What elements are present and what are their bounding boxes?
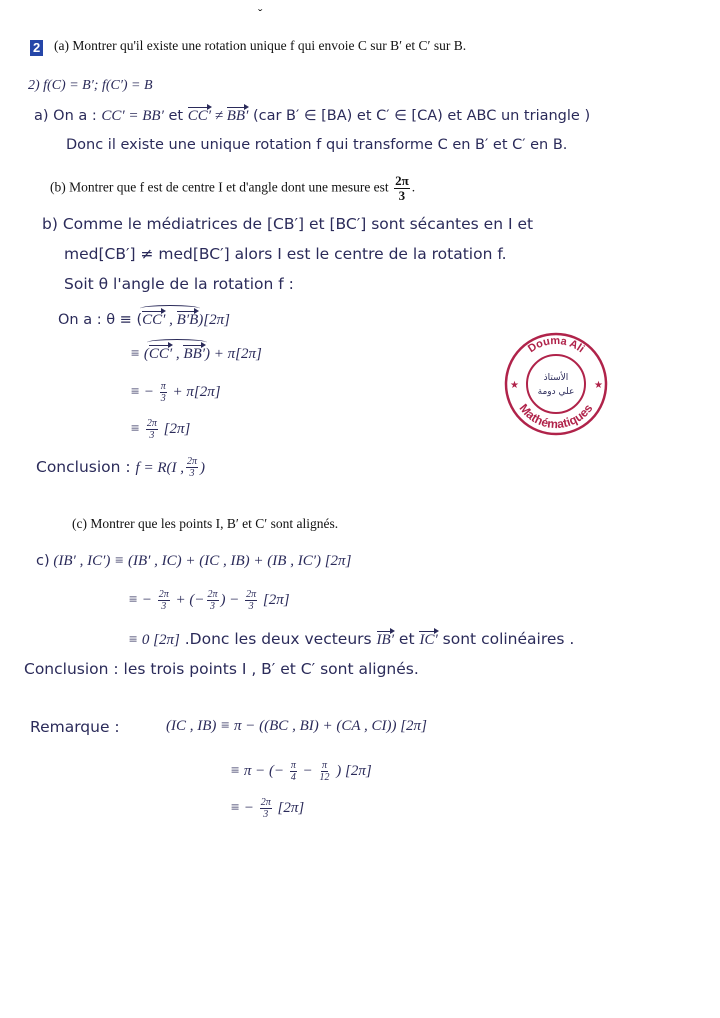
frac-den: 3 [160, 393, 166, 404]
comma: , [172, 346, 184, 362]
eq2-prefix: ≡ ( [130, 346, 149, 362]
eq2-suffix: [2π] [262, 591, 290, 608]
part-a-line2-suffix: (car B′ ∈ [BA) et C′ ∈ [CA) et ABC un triangle ) [248, 108, 591, 124]
eq1-expression: (IB′ , IC′) ≡ (IB′ , IC) + (IC , IB) + (IB , IC′) [2π] [53, 553, 352, 569]
part-b-eq4 [130, 418, 190, 441]
frac-num: 2π [158, 589, 169, 600]
frac-num: π [160, 381, 166, 392]
part-a-line2-prefix: a) On a : [34, 108, 102, 124]
vector-ic-prime: IC′ [419, 632, 438, 648]
question-c: (c) Montrer que les points I, B′ et C′ sont alignés. [72, 516, 339, 531]
frac-den: 3 [161, 601, 167, 612]
stamp-arabic-line2: علي دومة [537, 387, 575, 397]
eq2-fraction-a [158, 589, 170, 612]
part-c-conclusion: Conclusion : les trois points I , B′ et C′ sont alignés. [24, 660, 419, 678]
vector-ib-prime: IB′ [376, 632, 394, 648]
frac-den: 3 [149, 430, 155, 441]
eq3-fraction [160, 381, 167, 404]
part-a-line2-math: CC′ = BB′ [101, 108, 164, 124]
frac-den: 3 [210, 601, 216, 612]
question-b-prefix: (b) Montrer que f est de centre I et d'angle dont une mesure est [50, 179, 389, 195]
stamp-arabic-line1: الأستاذ [543, 373, 569, 383]
remark-eq2-mid: − [302, 762, 313, 779]
conclusion-suffix: ) [200, 460, 206, 476]
eq2-prefix: ≡ − [128, 591, 152, 608]
remark-eq2-fraction-a [290, 760, 297, 783]
conclusion-fraction [186, 456, 198, 479]
part-c-eq1 [36, 553, 351, 570]
comma: , [165, 312, 177, 328]
exercise-number-badge [30, 37, 43, 56]
frac-den: 12 [319, 772, 330, 783]
part-b-eq1 [58, 312, 230, 329]
conclusion-label: Conclusion : [36, 458, 136, 476]
question-b-suffix: . [411, 179, 416, 195]
remark-eq2-fraction-b [319, 760, 331, 783]
eq4-suffix: [2π] [163, 420, 191, 437]
stamp-bottom-text: Mathématiques [516, 401, 596, 432]
question-b-fraction [394, 174, 410, 203]
eq3-suffix: + π[2π] [172, 383, 221, 400]
part-c-eq3 [128, 630, 574, 649]
eq3-math: ≡ 0 [2π] [128, 632, 180, 648]
author-stamp [502, 330, 610, 438]
question-b [50, 174, 415, 203]
frac-num: 2π [187, 456, 198, 467]
frac-den: 3 [248, 601, 254, 612]
remark-eq2-prefix: ≡ π − (− [230, 762, 285, 779]
part-b-conclusion [36, 456, 205, 479]
stamp-top-text: Douma Ali [525, 334, 587, 356]
eq2-mid1: + (− [175, 591, 205, 608]
eq2-fraction-b [207, 589, 219, 612]
vector-cc-prime: CC′ [142, 312, 166, 328]
remark-label: Remarque : [30, 718, 120, 736]
stamp-star-right: ★ [594, 380, 603, 391]
vector-cc-prime: CC′ [148, 346, 173, 362]
frac-num: 2π [395, 173, 409, 188]
frac-num: 2π [246, 589, 257, 600]
neq-sign: ≠ [211, 108, 227, 124]
remark-eq2 [230, 760, 372, 783]
frac-num: 2π [146, 418, 157, 429]
frac-den: 3 [189, 468, 195, 479]
eq3-prefix: ≡ − [130, 383, 154, 400]
remark-eq1: (IC , IB) ≡ π − ((BC , BI) + (CA , CI)) [2π] [166, 718, 427, 734]
vector-cc-prime: CC′ [187, 108, 212, 124]
eq3-text: .Donc les deux vecteurs [179, 630, 377, 648]
eq3-and: et [394, 630, 420, 648]
vector-bb-prime: BB′ [183, 346, 206, 362]
exercise-number: 2 [30, 40, 43, 56]
frac-num: 2π [207, 589, 218, 600]
eq2-mid2: ) − [220, 591, 240, 608]
frac-den: 4 [290, 772, 296, 783]
eq1-suffix: )[2π] [198, 312, 230, 328]
remark-eq3 [230, 797, 304, 820]
conclusion-math: f = R(I , [135, 460, 184, 476]
question-a: (a) Montrer qu'il existe une rotation unique f qui envoie C sur B′ et C′ sur B. [54, 38, 467, 53]
frac-den: 3 [398, 188, 406, 203]
eq1-label: c) [36, 553, 50, 569]
part-a-line2-mid: et [163, 108, 188, 124]
part-a-line1: 2) f(C) = B′; f(C′) = B [28, 78, 153, 93]
part-b-line3: Soit θ l'angle de la rotation f : [64, 275, 294, 293]
part-b-line1: b) Comme le médiatrices de [CB′] et [BC′] sont sécantes en I et [42, 215, 534, 233]
vector-b-prime-b: B′B [176, 312, 199, 328]
frac-num: π [322, 760, 328, 771]
eq2-suffix: ) + π[2π] [205, 346, 262, 362]
part-b-eq2 [130, 346, 262, 363]
frac-den: 3 [263, 809, 269, 820]
eq1-prefix: On a : θ ≡ ( [58, 312, 143, 328]
stamp-star-left: ★ [510, 380, 519, 391]
top-mark: ˇ [258, 6, 263, 21]
part-a-line3: Donc il existe une unique rotation f qui transforme C en B′ et C′ en B. [66, 137, 568, 153]
part-b-line2: med[CB′] ≠ med[BC′] alors I est le centre de la rotation f. [64, 245, 507, 263]
part-c-eq2 [128, 589, 290, 612]
part-b-eq3 [130, 381, 221, 404]
remark-eq2-suffix: ) [2π] [336, 762, 372, 779]
frac-num: 2π [260, 797, 271, 808]
frac-num: π [290, 760, 296, 771]
remark-eq3-suffix: [2π] [277, 799, 305, 816]
remark-eq3-fraction [260, 797, 272, 820]
eq3-end: sont colinéaires . [437, 630, 575, 648]
eq4-fraction [146, 418, 158, 441]
part-a-line2 [34, 108, 590, 125]
remark-eq3-prefix: ≡ − [230, 799, 254, 816]
eq4-prefix: ≡ [130, 420, 141, 437]
vector-bb-prime: BB′ [226, 108, 249, 124]
eq2-fraction-c [245, 589, 257, 612]
